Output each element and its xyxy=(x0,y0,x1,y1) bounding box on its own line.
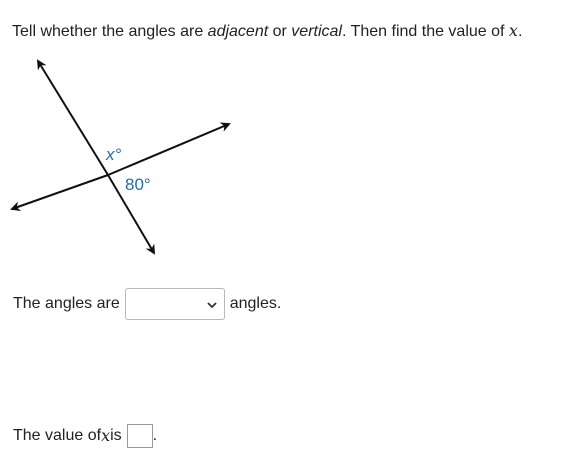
value-prefix: The value of xyxy=(13,427,102,444)
prompt-part1: Tell whether the angles are xyxy=(12,23,208,40)
angle-x-label: x° xyxy=(106,145,122,164)
prompt-variable-x: x xyxy=(508,21,518,40)
angle-80-label: 80° xyxy=(125,175,151,194)
angle-diagram xyxy=(0,55,250,265)
value-is: is xyxy=(110,427,122,444)
prompt-vertical: vertical xyxy=(291,23,342,40)
angle-type-prefix: The angles are xyxy=(13,295,120,312)
diagram-line-steep xyxy=(38,61,108,175)
value-variable-x: x xyxy=(101,426,111,445)
x-value-input[interactable] xyxy=(127,424,153,448)
prompt-end: . xyxy=(517,23,523,40)
value-row xyxy=(13,423,157,449)
prompt-adjacent: adjacent xyxy=(207,23,269,40)
chevron-down-icon xyxy=(206,299,218,311)
angle-type-row xyxy=(13,288,281,320)
question-prompt xyxy=(12,20,522,43)
diagram-line-shallow-right xyxy=(108,124,229,175)
angle-type-suffix: angles. xyxy=(229,295,282,312)
prompt-part2: . Then find the value of xyxy=(341,23,509,40)
value-end: . xyxy=(152,427,158,444)
prompt-or: or xyxy=(268,23,292,40)
diagram-line-shallow-left xyxy=(12,175,108,209)
angle-type-dropdown[interactable] xyxy=(125,288,225,320)
